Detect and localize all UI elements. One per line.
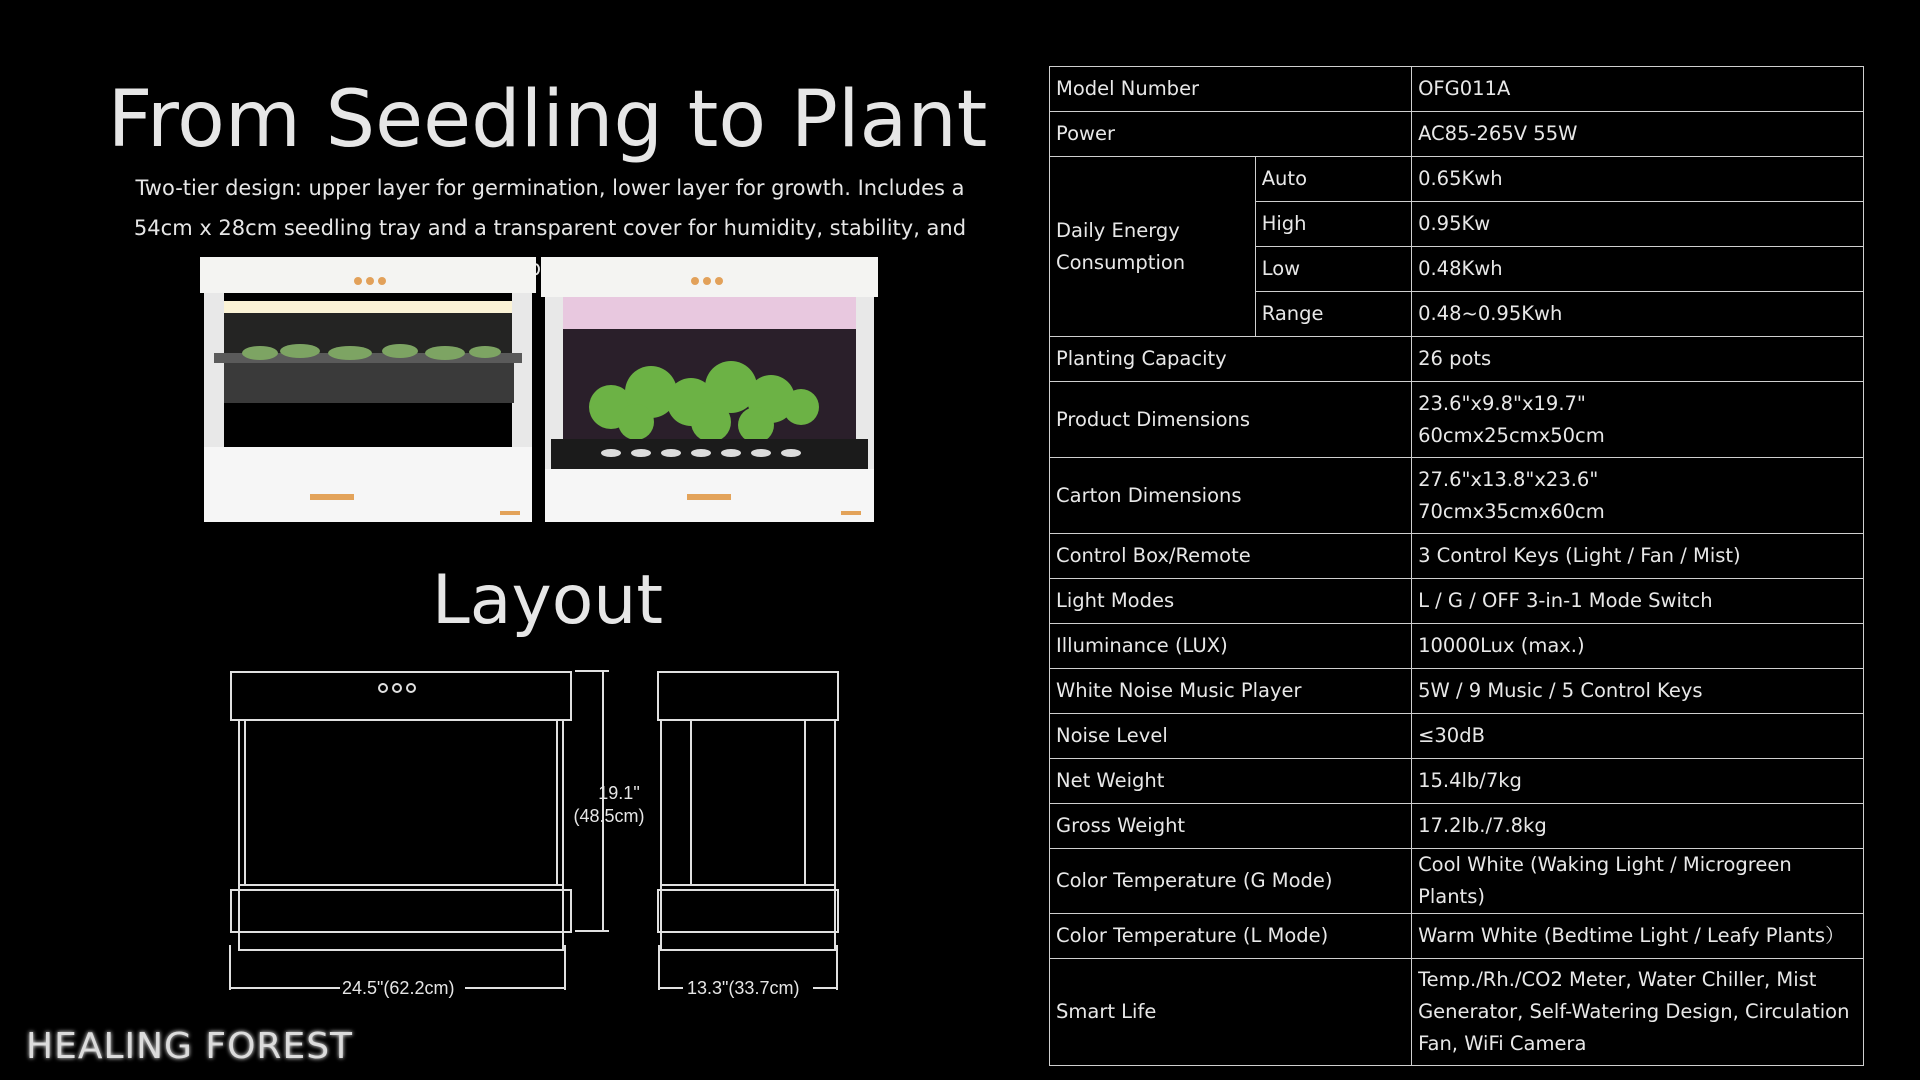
- energy-mode: Range: [1255, 292, 1411, 337]
- product-image-seedling: [200, 257, 536, 522]
- spec-value: AC85-265V 55W: [1412, 112, 1864, 157]
- spec-value: 0.65Kwh: [1412, 157, 1864, 202]
- table-row: [1050, 714, 1864, 759]
- spec-label: Daily Energy Consumption: [1050, 157, 1256, 337]
- spec-value: 10000Lux (max.): [1412, 624, 1864, 669]
- spec-label: Planting Capacity: [1050, 337, 1412, 382]
- spec-value: 0.48~0.95Kwh: [1412, 292, 1864, 337]
- description: Two-tier design: upper layer for germination, lower layer for growth. Includes a 54cm x 28cm seedling tray and a transparent cover for humidity, stability, and: [133, 176, 967, 240]
- spec-value-line: 23.6"x9.8"x19.7": [1418, 391, 1586, 415]
- brand-logo-text: HEALING FOREST: [26, 1026, 354, 1067]
- spec-value-line: 70cmx35cmx60cm: [1418, 499, 1605, 523]
- spec-value: 17.2lb./7.8kg: [1412, 804, 1864, 849]
- spec-label: Product Dimensions: [1050, 382, 1412, 458]
- table-row: [1050, 579, 1864, 624]
- layout-title: Layout: [431, 561, 664, 640]
- energy-mode: Auto: [1255, 157, 1411, 202]
- spec-label: Color Temperature (G Mode): [1050, 849, 1412, 914]
- spec-label: Model Number: [1050, 67, 1412, 112]
- spec-label: Gross Weight: [1050, 804, 1412, 849]
- energy-mode: Low: [1255, 247, 1411, 292]
- spec-label: Color Temperature (L Mode): [1050, 914, 1412, 959]
- table-row: [1050, 759, 1864, 804]
- width-label: 24.5"(62.2cm): [342, 978, 455, 998]
- table-row: [1050, 804, 1864, 849]
- table-row: [1050, 669, 1864, 714]
- front-view-drawing: [225, 665, 645, 1010]
- spec-value-line: 27.6"x13.8"x23.6": [1418, 467, 1599, 491]
- spec-value-line: Temp./Rh./CO2 Meter, Water Chiller, Mist: [1418, 968, 1817, 991]
- spec-table: [1049, 66, 1864, 1066]
- spec-value-line: 60cmx25cmx50cm: [1418, 423, 1605, 447]
- side-view-drawing: [655, 665, 845, 1010]
- spec-value: Cool White (Waking Light / Microgreen Plants): [1412, 849, 1864, 914]
- height-label-2: (48.5cm): [573, 806, 645, 826]
- spec-label: Light Modes: [1050, 579, 1412, 624]
- spec-value: [1412, 959, 1864, 1066]
- spec-label: Carton Dimensions: [1050, 458, 1412, 534]
- spec-value: L / G / OFF 3-in-1 Mode Switch: [1412, 579, 1864, 624]
- spec-value: 26 pots: [1412, 337, 1864, 382]
- depth-label: 13.3"(33.7cm): [687, 978, 800, 998]
- table-row: [1050, 157, 1864, 202]
- spec-label: Smart Life: [1050, 959, 1412, 1066]
- table-row: [1050, 337, 1864, 382]
- spec-value: 15.4lb/7kg: [1412, 759, 1864, 804]
- table-row: [1050, 382, 1864, 458]
- spec-label: Power: [1050, 112, 1412, 157]
- spec-value-line: Generator, Self-Watering Design, Circulation: [1418, 1000, 1850, 1023]
- table-row: [1050, 959, 1864, 1066]
- spec-value: 3 Control Keys (Light / Fan / Mist): [1412, 534, 1864, 579]
- spec-value: 0.48Kwh: [1412, 247, 1864, 292]
- spec-value: Warm White (Bedtime Light / Leafy Plants）: [1412, 914, 1864, 959]
- table-row: [1050, 458, 1864, 534]
- table-row: [1050, 849, 1864, 914]
- table-row: [1050, 534, 1864, 579]
- spec-value: [1412, 458, 1864, 534]
- energy-mode: High: [1255, 202, 1411, 247]
- spec-value: ≤30dB: [1412, 714, 1864, 759]
- spec-label: Net Weight: [1050, 759, 1412, 804]
- spec-value: 5W / 9 Music / 5 Control Keys: [1412, 669, 1864, 714]
- spec-value-line: Fan, WiFi Camera: [1418, 1032, 1587, 1055]
- spec-label: White Noise Music Player: [1050, 669, 1412, 714]
- table-row: [1050, 914, 1864, 959]
- spec-label: Control Box/Remote: [1050, 534, 1412, 579]
- table-row: [1050, 67, 1864, 112]
- spec-value: OFG011A: [1412, 67, 1864, 112]
- spec-label: Noise Level: [1050, 714, 1412, 759]
- spec-value: 0.95Kw: [1412, 202, 1864, 247]
- product-image-growth: [541, 257, 878, 522]
- table-row: [1050, 112, 1864, 157]
- height-label-1: 19.1": [598, 783, 640, 803]
- spec-value: [1412, 382, 1864, 458]
- page-title: From Seedling to Plant: [107, 75, 988, 165]
- table-row: [1050, 624, 1864, 669]
- spec-label: Illuminance (LUX): [1050, 624, 1412, 669]
